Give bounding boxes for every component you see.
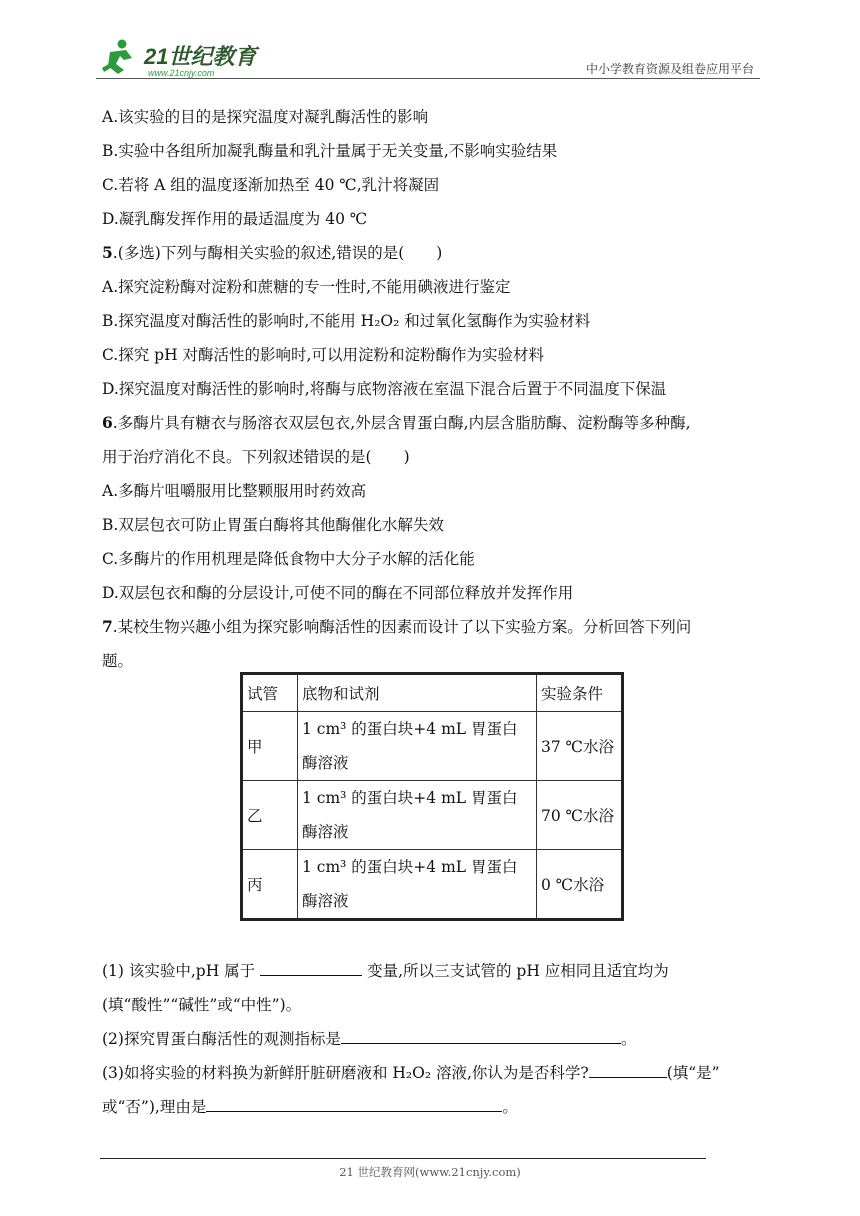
site-logo (96, 38, 266, 80)
question-text: .(多选)下列与酶相关实验的叙述,错误的是( (112, 244, 405, 262)
answer-blank[interactable] (341, 1025, 621, 1044)
q7-part-2 (102, 1022, 764, 1056)
part-text: 变量,所以三支试管的 pH 应相同且适宜均为 (367, 962, 669, 980)
tube-cell: 乙 (242, 781, 298, 850)
option-line: C.若将 A 组的温度逐渐加热至 40 ℃,乳汁将凝固 (102, 176, 440, 194)
reagent-line: 1 cm³ 的蛋白块+4 mL 胃蛋白 (302, 858, 518, 876)
answer-blank[interactable] (589, 1059, 667, 1078)
q5-option-c: C.探究 pH 对酶活性的影响时,可以用淀粉和淀粉酶作为实验材料 (102, 346, 544, 364)
part-text: (2)探究胃蛋白酶活性的观测指标是 (102, 1030, 341, 1048)
question-number: 7 (102, 617, 113, 636)
reagent-cell (298, 850, 537, 920)
question-number: 5 (102, 243, 113, 262)
q5-option-a: A.探究淀粉酶对淀粉和蔗糖的专一性时,不能用碘液进行鉴定 (102, 278, 511, 296)
question-6-stem (102, 406, 764, 440)
reagent-cell (298, 712, 537, 781)
reagent-line: 1 cm³ 的蛋白块+4 mL 胃蛋白 (302, 789, 518, 807)
part-text: 。 (620, 1030, 637, 1048)
reagent-line: 1 cm³ 的蛋白块+4 mL 胃蛋白 (302, 720, 518, 738)
q6-option-a: A.多酶片咀嚼服用比整颗服用时药效高 (102, 482, 367, 500)
reagent-line: 酶溶液 (302, 823, 349, 841)
condition-cell: 70 ℃水浴 (537, 781, 623, 850)
question-text: .某校生物兴趣小组为探究影响酶活性的因素而设计了以下实验方案。分析回答下列问 (112, 618, 692, 636)
page-footer: 21 世纪教育网(www.21cnjy.com) (339, 1165, 521, 1179)
footer-divider (100, 1158, 706, 1159)
q6-option-d: D.双层包衣和酶的分层设计,可使不同的酶在不同部位释放并发挥作用 (102, 584, 574, 602)
answer-blank[interactable] (206, 1093, 502, 1112)
platform-name: 中小学教育资源及组卷应用平台 (585, 62, 754, 76)
part-text: 或“否”),理由是 (102, 1098, 207, 1116)
question-7-stem-cont: 题。 (102, 652, 134, 670)
answer-blank[interactable] (260, 957, 362, 976)
option-line: B.实验中各组所加凝乳酶量和乳汁量属于无关变量,不影响实验结果 (102, 142, 558, 160)
tube-cell: 丙 (242, 850, 298, 920)
question-number: 6 (102, 413, 113, 432)
part-text: (填“是” (666, 1064, 720, 1082)
option-line: A.该实验的目的是探究温度对凝乳酶活性的影响 (102, 108, 429, 126)
table-row (242, 850, 623, 920)
answer-paren-close: ) (403, 448, 410, 466)
option-line: D.凝乳酶发挥作用的最适温度为 40 ℃ (102, 210, 368, 228)
part-text: (填“酸性”“碱性”或“中性”)。 (102, 996, 302, 1014)
reagent-line: 酶溶液 (302, 892, 349, 910)
question-6-stem-cont (102, 440, 764, 474)
part-text: 。 (502, 1098, 518, 1116)
page-content (102, 100, 764, 678)
part-text: (1) 该实验中,pH 属于 (102, 962, 256, 980)
q5-option-b: B.探究温度对酶活性的影响时,不能用 H₂O₂ 和过氧化氢酶作为实验材料 (102, 312, 591, 330)
header-divider (96, 78, 760, 79)
q6-option-b: B.双层包衣可防止胃蛋白酶将其他酶催化水解失效 (102, 516, 444, 534)
question-text: .多酶片具有糖衣与肠溶衣双层包衣,外层含胃蛋白酶,内层含脂肪酶、淀粉酶等多种酶, (112, 414, 691, 432)
reagent-line: 酶溶液 (302, 754, 349, 772)
question-7-stem (102, 610, 764, 644)
table-row (242, 781, 623, 850)
table-row (242, 712, 623, 781)
q6-option-c: C.多酶片的作用机理是降低食物中大分子水解的活化能 (102, 550, 475, 568)
svg-text:21世纪教育: 21世纪教育 (144, 44, 257, 69)
table-header-row (242, 674, 623, 712)
header-reagent: 底物和试剂 (298, 674, 537, 712)
experiment-table (240, 672, 624, 921)
svg-text:www.21cnjy.com: www.21cnjy.com (148, 68, 215, 78)
answer-paren-close: ) (436, 244, 443, 262)
tube-cell: 甲 (242, 712, 298, 781)
question-text: 用于治疗消化不良。下列叙述错误的是( (102, 448, 372, 466)
header-condition: 实验条件 (537, 674, 623, 712)
q7-part-1 (102, 954, 764, 1022)
condition-cell: 0 ℃水浴 (537, 850, 623, 920)
question-5-stem (102, 236, 764, 270)
condition-cell: 37 ℃水浴 (537, 712, 623, 781)
q5-option-d: D.探究温度对酶活性的影响时,将酶与底物溶液在室温下混合后置于不同温度下保温 (102, 380, 667, 398)
part-text: (3)如将实验的材料换为新鲜肝脏研磨液和 H₂O₂ 溶液,你认为是否科学? (102, 1064, 589, 1082)
q7-part-3 (102, 1056, 764, 1124)
page-header (96, 38, 760, 80)
reagent-cell (298, 781, 537, 850)
header-tube: 试管 (242, 674, 298, 712)
